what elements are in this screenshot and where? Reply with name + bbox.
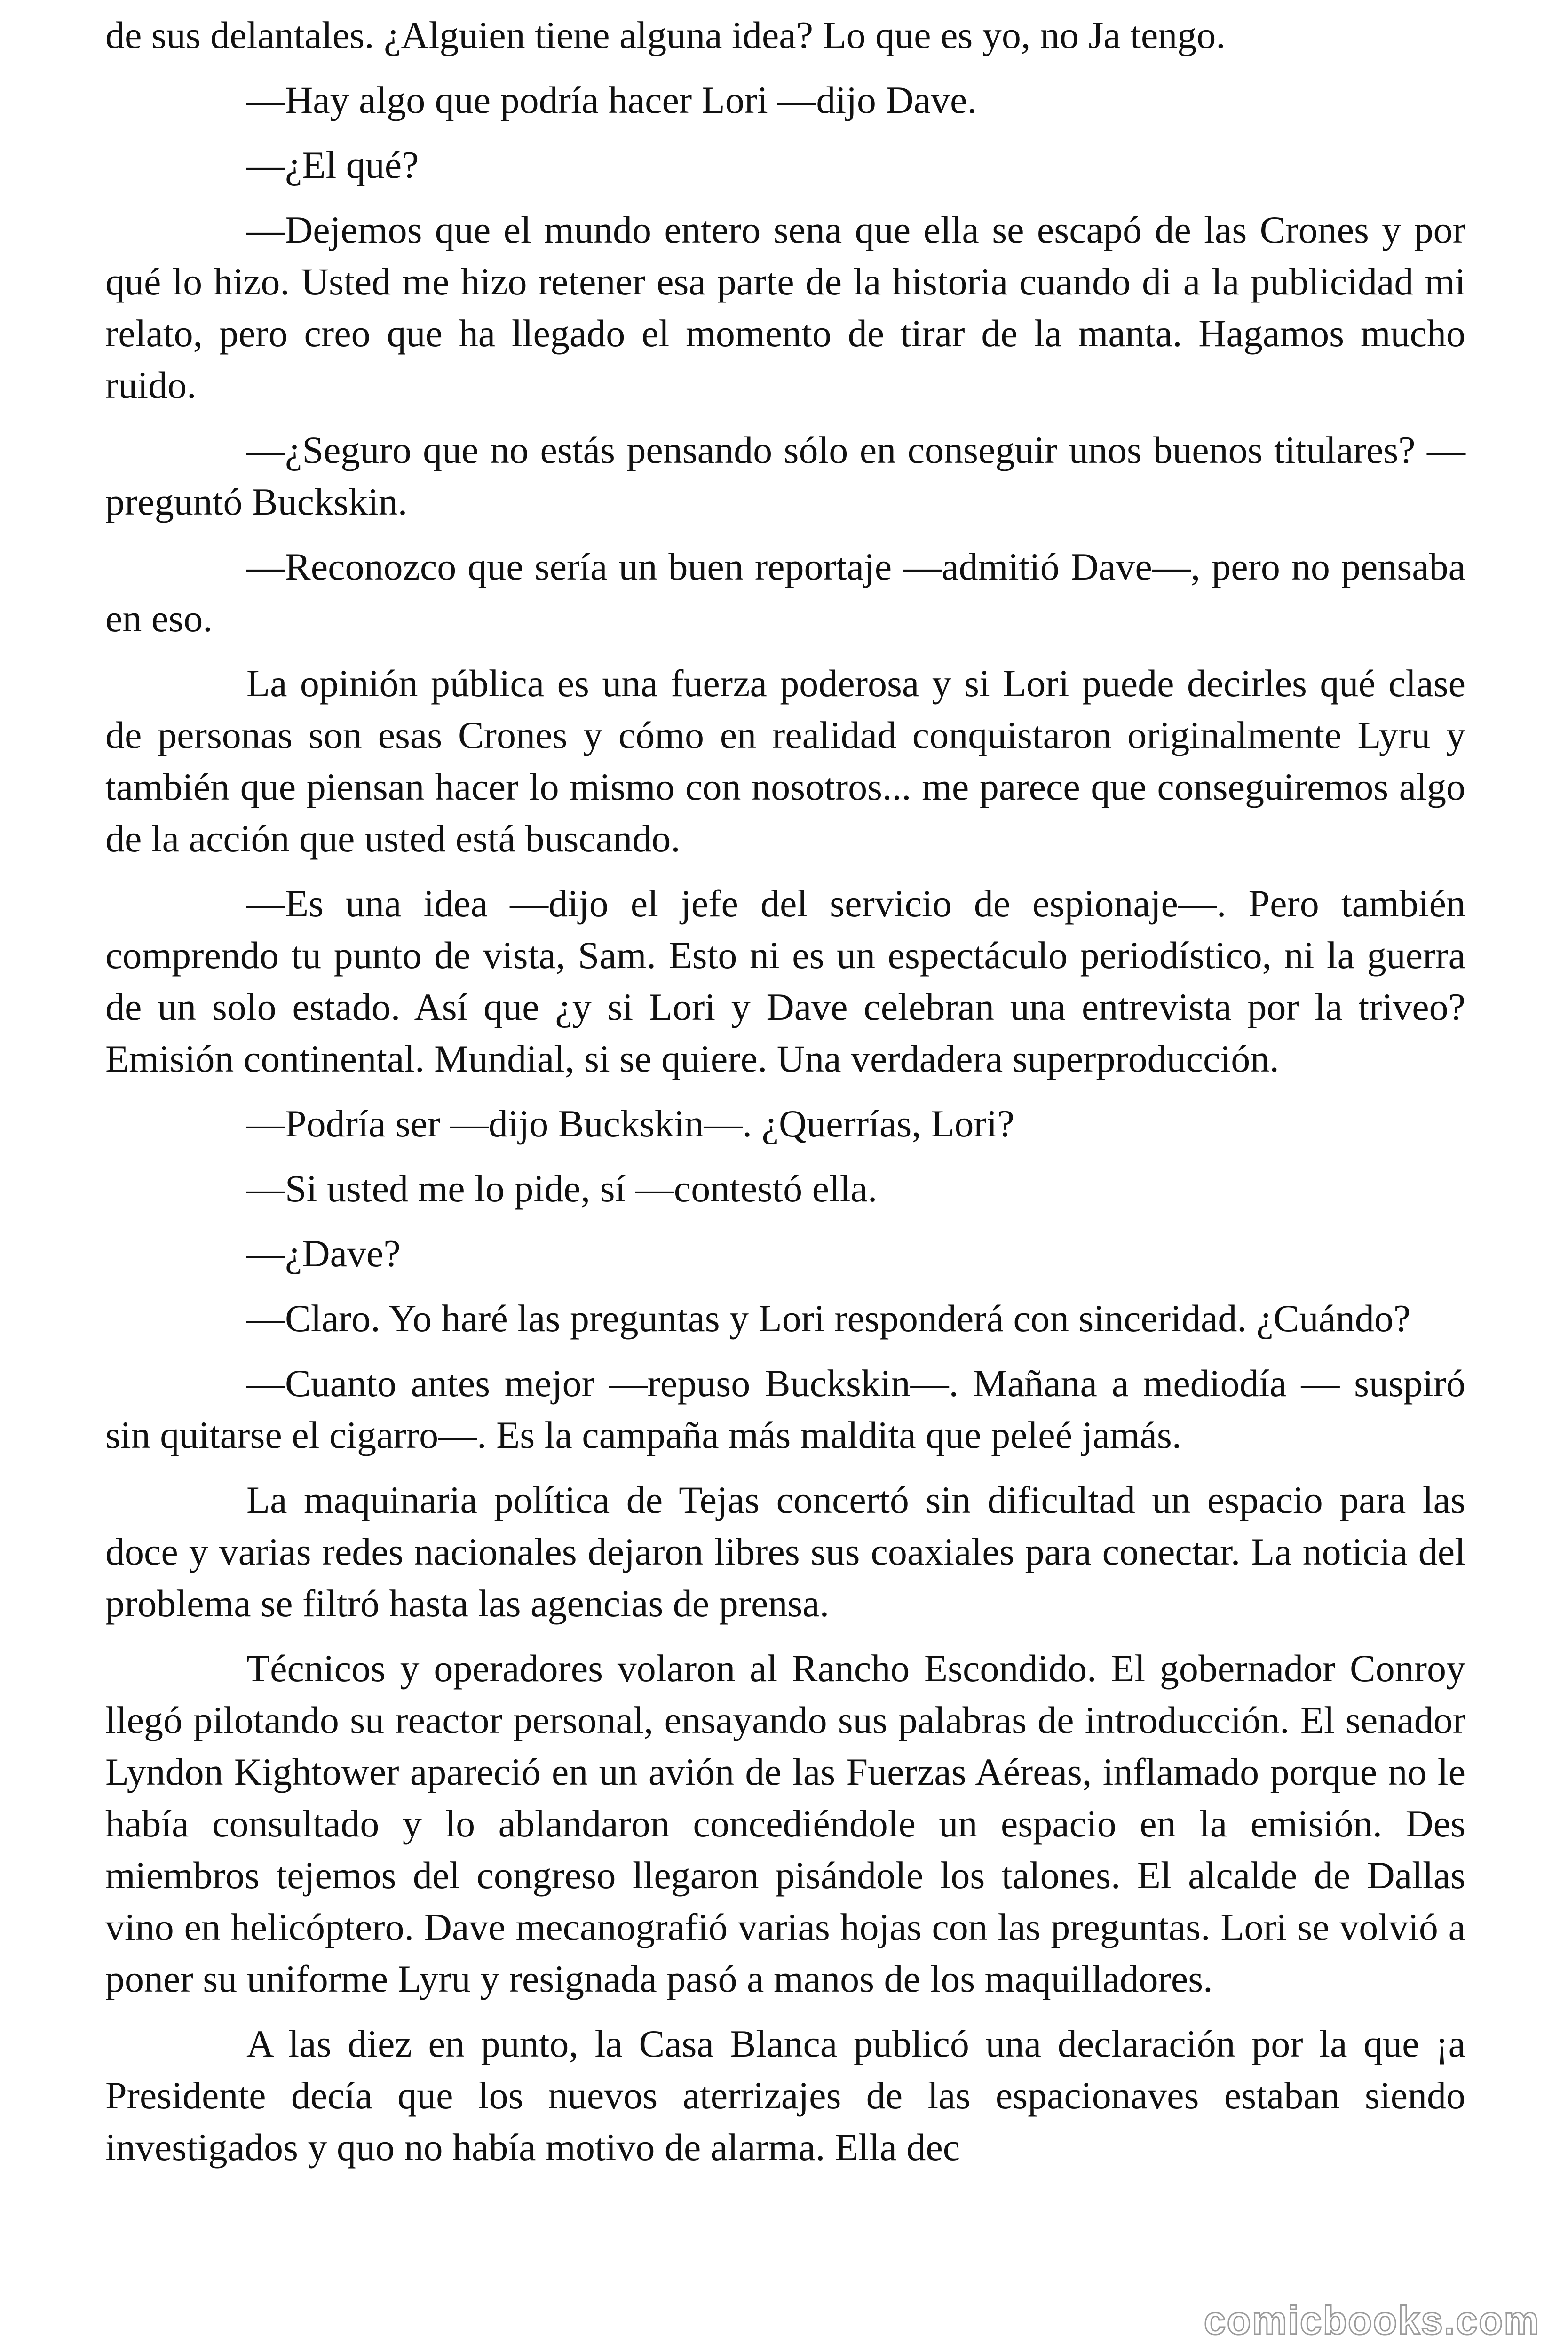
paragraph-continuation: de sus delantales. ¿Alguien tiene alguna idea? Lo que es yo, no Ja tengo. bbox=[105, 14, 1226, 56]
paragraph-dave-proposal: —Dejemos que el mundo entero sena que ella se escapó de las Crones y por qué lo hizo. Usted me hizo retener esa parte de la historia cuando di a la publicidad mi relato, pero creo que ha llegado el momento de tirar de la manta. Hagamos mucho ruido. bbox=[105, 208, 1465, 406]
page-text bbox=[105, 9, 1465, 2186]
paragraph-question: —¿El qué? bbox=[246, 143, 419, 186]
paragraph-white-house: A las diez en punto, la Casa Blanca publicó una declaración por la que ¡a Presidente decía que los nuevos aterrizajes de las espacionaves estaban siendo investigados y quo no había motivo de alarma. Ella dec bbox=[105, 2022, 1465, 2169]
paragraph-spy-chief: —Es una idea —dijo el jefe del servicio de espionaje—. Pero también comprendo tu punto de vista, Sam. Esto ni es un espectáculo periodístico, ni la guerra de un solo estado. Así que ¿y si Lori y Dave celebran una entrevista por la triveo? Emisión continental. Mundial, si se quiere. Una verdadera superproducción. bbox=[105, 882, 1465, 1080]
watermark: comicbooks.com bbox=[1204, 2298, 1540, 2343]
paragraph-lori-answers: —Si usted me lo pide, sí —contestó ella. bbox=[246, 1167, 878, 1210]
paragraph-buckskin-asks-lori: —Podría ser —dijo Buckskin—. ¿Querrías, Lori? bbox=[246, 1102, 1014, 1145]
paragraph-dave-agrees: —Claro. Yo haré las preguntas y Lori responderá con sinceridad. ¿Cuándo? bbox=[246, 1297, 1411, 1340]
paragraph-dave-question: —¿Dave? bbox=[246, 1232, 401, 1275]
paragraph-technicians: Técnicos y operadores volaron al Rancho Escondido. El gobernador Conroy llegó pilotando su reactor personal, ensayando sus palabras de introducción. El senador Lyndon Kightower apareció en un avión de las Fuerzas Aéreas, inflamado porque no le había consultado y lo ablandaron concediéndole un espacio en la emisión. Des miembros tejemos del congreso llegaron pisándole los talones. El alcalde de Dallas vino en helicóptero. Dave mecanografió varias hojas con las preguntas. Lori se volvió a poner su uniforme Lyru y resignada pasó a manos de los maquilladores. bbox=[105, 1647, 1465, 2000]
paragraph-dave-suggestion: —Hay algo que podría hacer Lori —dijo Dave. bbox=[246, 79, 977, 121]
paragraph-buckskin-schedule: —Cuanto antes mejor —repuso Buckskin—. Mañana a mediodía — suspiró sin quitarse el cigarro—. Es la campaña más maldita que peleé jamás. bbox=[105, 1362, 1465, 1456]
paragraph-political-machine: La maquinaria política de Tejas concertó sin dificultad un espacio para las doce y varias redes nacionales dejaron libres sus coaxiales para conectar. La noticia del problema se filtró hasta las agencias de prensa. bbox=[105, 1478, 1465, 1625]
paragraph-buckskin-question: —¿Seguro que no estás pensando sólo en conseguir unos buenos titulares? — preguntó Buckskin. bbox=[105, 429, 1465, 523]
paragraph-public-opinion: La opinión pública es una fuerza poderosa y si Lori puede decirles qué clase de personas son esas Crones y cómo en realidad conquistaron originalmente Lyru y también que piensan hacer lo mismo con nosotros... me parece que conseguiremos algo de la acción que usted está buscando. bbox=[105, 662, 1465, 860]
paragraph-dave-admits: —Reconozco que sería un buen reportaje —admitió Dave—, pero no pensaba en eso. bbox=[105, 545, 1465, 640]
